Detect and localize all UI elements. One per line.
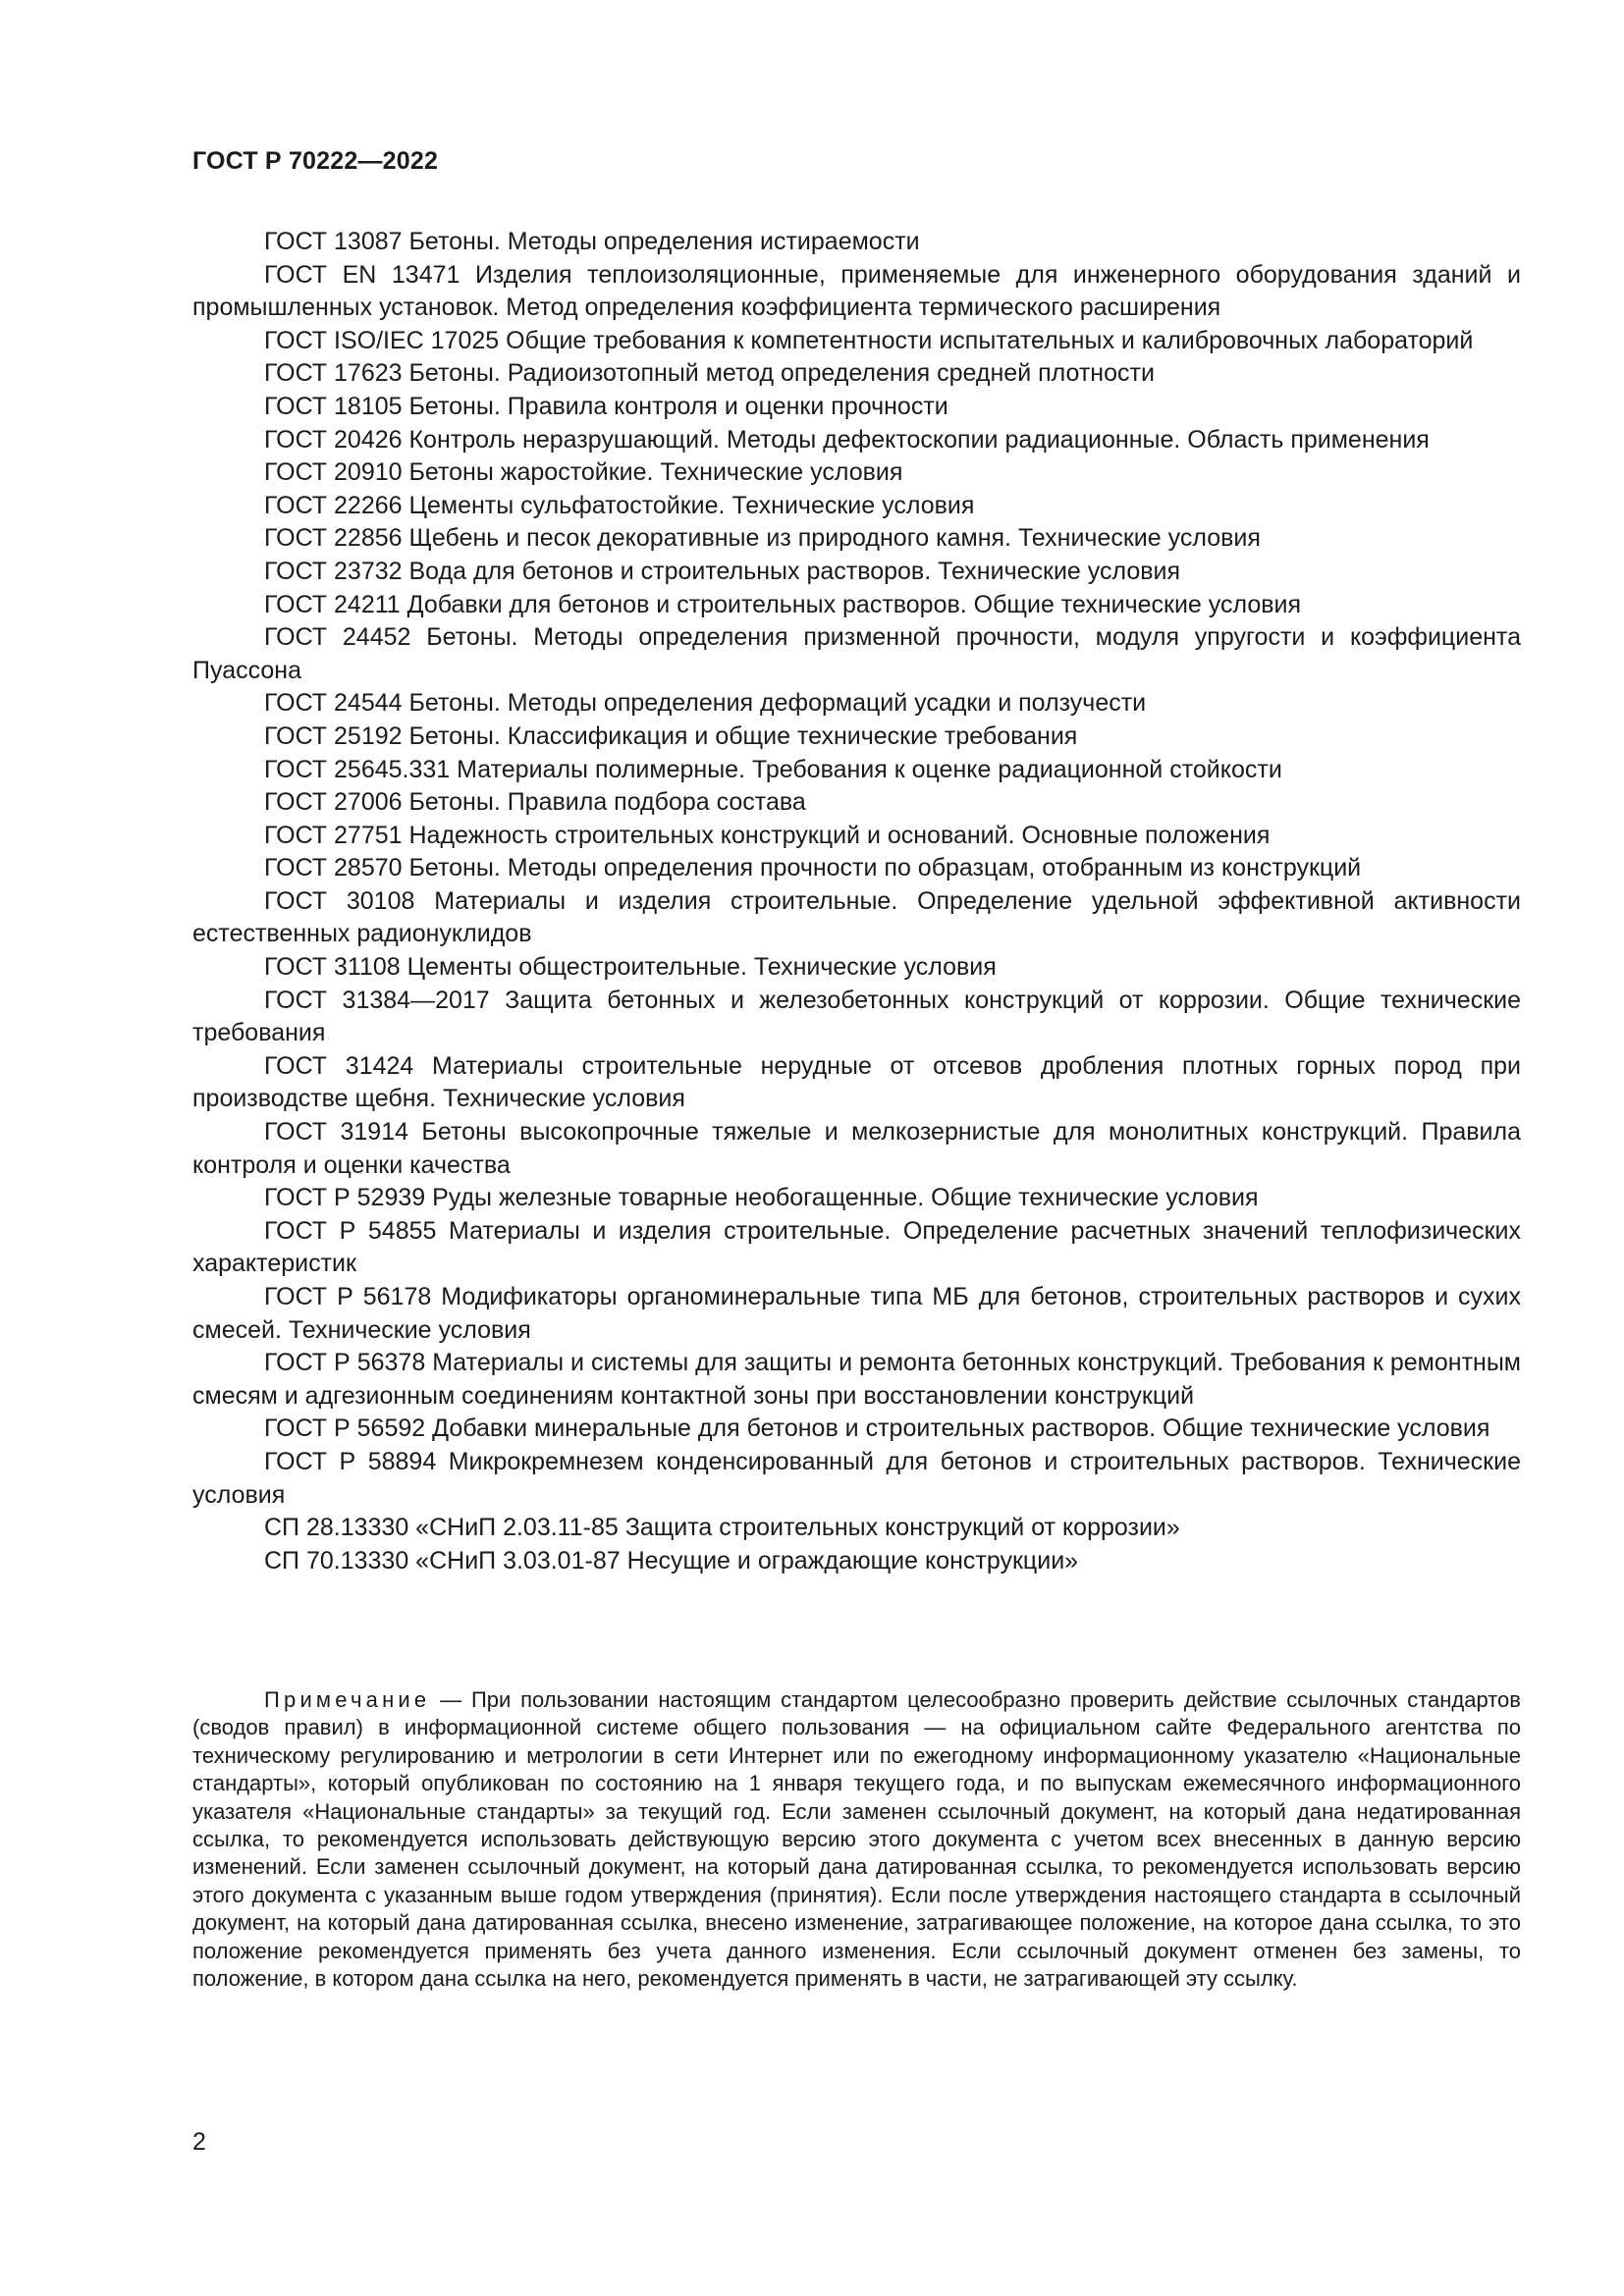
- reference-item: ГОСТ ISO/IEC 17025 Общие требования к компетентности испытательных и калибровочных лабораторий: [264, 326, 1474, 354]
- reference-item: ГОСТ 20910 Бетоны жаростойкие. Технические условия: [264, 458, 903, 487]
- reference-item: ГОСТ 25645.331 Материалы полимерные. Требования к оценке радиационной стойкости: [264, 755, 1282, 783]
- document-code-header: ГОСТ Р 70222—2022: [192, 147, 439, 175]
- reference-item: ГОСТ 24452 Бетоны. Методы определения призменной прочности, модуля упругости и коэффициента Пуассона: [192, 623, 1521, 684]
- reference-item: ГОСТ 28570 Бетоны. Методы определения прочности по образцам, отобранным из конструкций: [264, 854, 1362, 882]
- reference-item: ГОСТ 25192 Бетоны. Классификация и общие технические требования: [264, 721, 1078, 750]
- reference-item: ГОСТ EN 13471 Изделия теплоизоляционные, применяемые для инженерного оборудования зданий и промышленных установок. Метод определения коэффициента термического расширения: [192, 260, 1521, 322]
- reference-item: ГОСТ 17623 Бетоны. Радиоизотопный метод определения средней плотности: [264, 359, 1155, 388]
- reference-item: ГОСТ Р 56178 Модификаторы органоминеральные типа МБ для бетонов, строительных растворов и сухих смесей. Технические условия: [192, 1283, 1521, 1344]
- reference-item: ГОСТ 20426 Контроль неразрушающий. Методы дефектоскопии радиационные. Область применения: [264, 425, 1430, 454]
- reference-item: ГОСТ Р 58894 Микрокремнезем конденсированный для бетонов и строительных растворов. Технические условия: [192, 1447, 1521, 1509]
- reference-item: ГОСТ 31108 Цементы общестроительные. Технические условия: [264, 953, 997, 982]
- reference-item: СП 28.13330 «СНиП 2.03.11-85 Защита строительных конструкций от коррозии»: [264, 1514, 1180, 1542]
- reference-item: ГОСТ 24211 Добавки для бетонов и строительных растворов. Общие технические условия: [264, 590, 1302, 618]
- note-separator: —: [430, 1687, 471, 1712]
- reference-item: ГОСТ 18105 Бетоны. Правила контроля и оценки прочности: [264, 392, 948, 420]
- reference-item: ГОСТ 22856 Щебень и песок декоративные из природного камня. Технические условия: [264, 524, 1261, 553]
- normative-references-list: [192, 226, 1521, 1577]
- reference-item: ГОСТ 31424 Материалы строительные нерудные от отсевов дробления плотных горных пород при производстве щебня. Технические условия: [192, 1051, 1521, 1113]
- page-number: 2: [192, 2128, 206, 2156]
- reference-item: ГОСТ 31914 Бетоны высокопрочные тяжелые и мелкозернистые для монолитных конструкций. Правила контроля и оценки качества: [192, 1118, 1521, 1179]
- reference-item: ГОСТ 31384—2017 Защита бетонных и железобетонных конструкций от коррозии. Общие технические требования: [192, 986, 1521, 1047]
- reference-item: ГОСТ Р 52939 Руды железные товарные необогащенные. Общие технические условия: [264, 1184, 1259, 1212]
- reference-item: ГОСТ 13087 Бетоны. Методы определения истираемости: [264, 228, 920, 255]
- reference-item: ГОСТ Р 56592 Добавки минеральные для бетонов и строительных растворов. Общие технические условия: [264, 1415, 1490, 1443]
- note-paragraph: [192, 1686, 1521, 1993]
- reference-item: СП 70.13330 «СНиП 3.03.01-87 Несущие и ограждающие конструкции»: [264, 1546, 1079, 1575]
- reference-item: ГОСТ 23732 Вода для бетонов и строительных растворов. Технические условия: [264, 557, 1181, 585]
- reference-item: ГОСТ 27006 Бетоны. Правила подбора состава: [264, 788, 806, 817]
- reference-item: ГОСТ 27751 Надежность строительных конструкций и оснований. Основные положения: [264, 821, 1271, 849]
- reference-item: ГОСТ Р 54855 Материалы и изделия строительные. Определение расчетных значений теплофизических характеристик: [192, 1216, 1521, 1278]
- reference-item: ГОСТ 22266 Цементы сульфатостойкие. Технические условия: [264, 491, 975, 519]
- note-text: При пользовании настоящим стандартом целесообразно проверить действие ссылочных стандартов (сводов правил) в информационной системе общего пользования — на официальном сайте Федерального агентства по техническому регулированию и метрологии в сети Интернет или по ежегодному информационному указателю «Национальные стандарты», который опубликован по состоянию на 1 января текущего года, и по выпускам ежемесячного информационного указателя «Национальные стандарты» за текущий год. Если заменен ссылочный документ, на который дана недатированная ссылка, то рекомендуется использовать действующую версию этого документа с учетом всех внесенных в данную версию изменений. Если заменен ссылочный документ, на который дана датированная ссылка, то рекомендуется использовать версию этого документа с указанным выше годом утверждения (принятия). Если после утверждения настоящего стандарта в ссылочный документ, на который дана датированная ссылка, внесено изменение, затрагивающее положение, на которое дана ссылка, то это положение рекомендуется применять без учета данного изменения. Если ссылочный документ отменен без замены, то положение, в котором дана ссылка на него, рекомендуется применять в части, не затрагивающей эту ссылку.: [192, 1687, 1521, 1992]
- note-label: Примечание: [264, 1687, 431, 1712]
- reference-item: ГОСТ Р 56378 Материалы и системы для защиты и ремонта бетонных конструкций. Требования к ремонтным смесям и адгезионным соединениям контактной зоны при восстановлении конструкций: [192, 1349, 1521, 1410]
- reference-item: ГОСТ 30108 Материалы и изделия строительные. Определение удельной эффективной активности естественных радионуклидов: [192, 886, 1521, 948]
- reference-item: ГОСТ 24544 Бетоны. Методы определения деформаций усадки и ползучести: [264, 689, 1147, 718]
